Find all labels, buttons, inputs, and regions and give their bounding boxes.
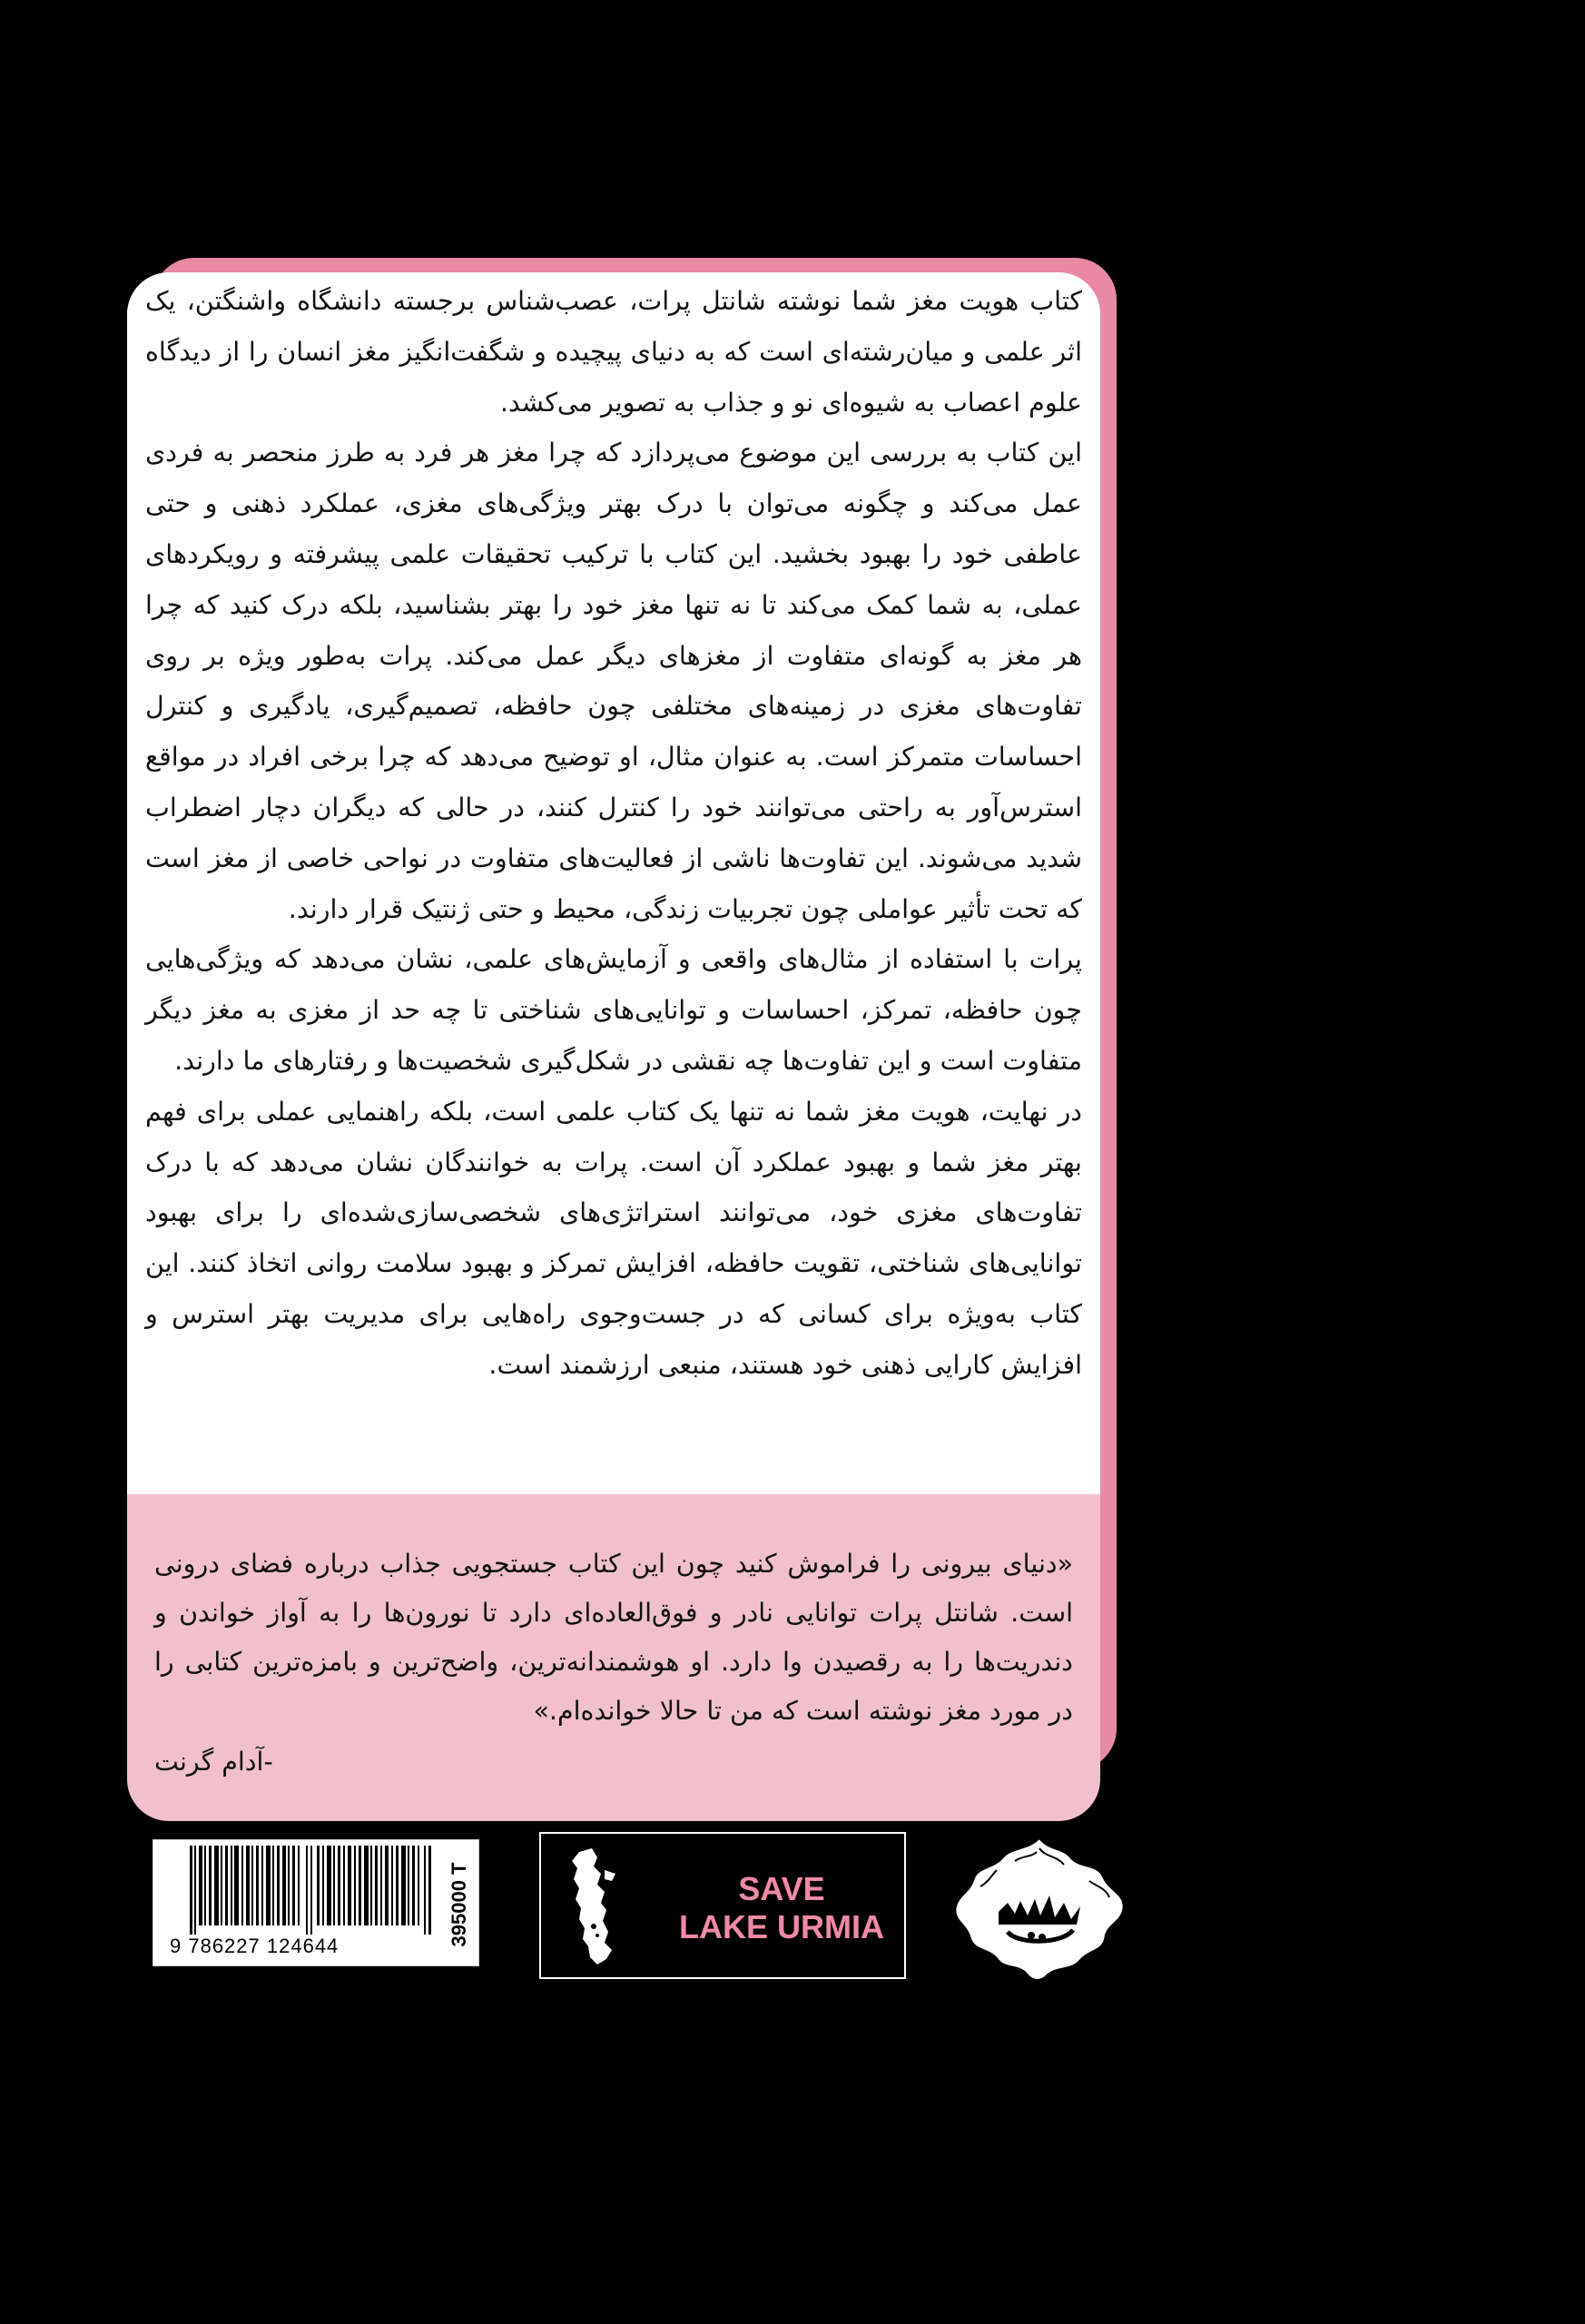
back-cover-card	[127, 272, 1100, 1821]
summary-paragraph-4: در نهایت، هویت مغز شما نه تنها یک کتاب علمی است، بلکه راهنمایی عملی برای فهم بهتر مغز شما و بهبود عملکرد آن است. پرات به خوانندگان نشان می‌دهد که با درک تفاوت‌های مغزی خود، می‌توانند استراتژی‌های شخصی‌سازی‌شده‌ای را برای بهبود توانایی‌های شناختی، تقویت حافظه، افزایش تمرکز و بهبود سلامت روانی اتخاذ کنند. این کتاب به‌ویژه برای کسانی که در جست‌وجوی راه‌هایی برای مدیریت بهتر استرس و افزایش کارایی ذهنی خود هستند، منبعی ارزشمند است.	[145, 1096, 1082, 1380]
summary-paragraph-1: کتاب هویت مغز شما نوشته شانتل پرات، عصب‌شناس برجسته دانشگاه واشنگتن، یک اثر علمی و میان‌رشته‌ای است که به دنیای پیچیده و شگفت‌انگیز مغز انسان را از دیدگاه علوم اعصاب به شیوه‌ای نو و جذاب به تصویر می‌کشد.	[145, 286, 1082, 418]
barcode-bars	[190, 1846, 435, 1935]
price-text: 395000 T	[448, 1862, 470, 1947]
blurb-quote	[154, 1540, 1073, 1736]
isbn-barcode	[153, 1839, 479, 1966]
save-lake-urmia-text	[663, 1870, 901, 1946]
save-lake-urmia-badge	[539, 1832, 906, 1979]
blurb-author: -آدام گرنت	[154, 1747, 273, 1777]
price-label	[446, 1851, 473, 1958]
lake-map-icon	[552, 1845, 652, 1968]
book-summary	[145, 276, 1082, 1391]
summary-paragraph-3: پرات با استفاده از مثال‌های واقعی و آزمایش‌های علمی، نشان می‌دهد که ویژگی‌هایی چون حافظه، تمرکز، احساسات و توانایی‌های شناختی تا چه حد از مغزی به مغز دیگر متفاوت است و این تفاوت‌ها چه نقشی در شکل‌گیری شخصیت‌ها و رفتارهای ما دارند.	[145, 944, 1082, 1076]
blurb-quote-text: «دنیای بیرونی را فراموش کنید چون این کتاب جستجویی جذاب درباره فضای درونی است. شانتل پرات توانایی نادر و فوق‌العاده‌ای دارد تا نورون‌ها را به آواز خواندن و دندریت‌ها را به رقصیدن وا دارد. او هوشمندانه‌ترین، واضح‌ترین و بامزه‌ترین کتابی را در مورد مغز نوشته است که من تا حالا خوانده‌ام.»	[154, 1549, 1073, 1726]
publisher-logo	[944, 1830, 1135, 1986]
summary-panel	[127, 272, 1100, 1494]
summary-paragraph-2: این کتاب به بررسی این موضوع می‌پردازد که چرا مغز هر فرد به طرز منحصر به فردی عمل می‌کند و چگونه می‌توان با درک بهتر ویژگی‌های مغزی، عملکرد ذهنی و حتی عاطفی خود را بهبود بخشید. این کتاب با ترکیب تحقیقات علمی پیشرفته و رویکردهای عملی، به شما کمک می‌کند تا نه تنها مغز خود را بهتر بشناسید، بلکه درک کنید که چرا هر مغز به گونه‌ای متفاوت از مغزهای دیگر عمل می‌کند. پرات به‌طور ویژه بر روی تفاوت‌های مغزی در زمینه‌های مختلفی چون حافظه، تصمیم‌گیری، یادگیری و کنترل احساسات متمرکز است. به عنوان مثال، او توضیح می‌دهد که چرا برخی افراد در مواقع استرس‌آور به راحتی می‌توانند خود را کنترل کنند، در حالی که دیگران دچار اضطراب شدید می‌شوند. این تفاوت‌ها ناشی از فعالیت‌های متفاوت در نواحی خاصی از مغز است که تحت تأثیر عواملی چون تجربیات زندگی، محیط و حتی ژنتیک قرار دارند.	[145, 438, 1082, 924]
save-label: SAVE	[738, 1870, 825, 1907]
lake-urmia-label: LAKE URMIA	[679, 1908, 884, 1945]
isbn-number: 9 786227 124644	[170, 1935, 340, 1957]
